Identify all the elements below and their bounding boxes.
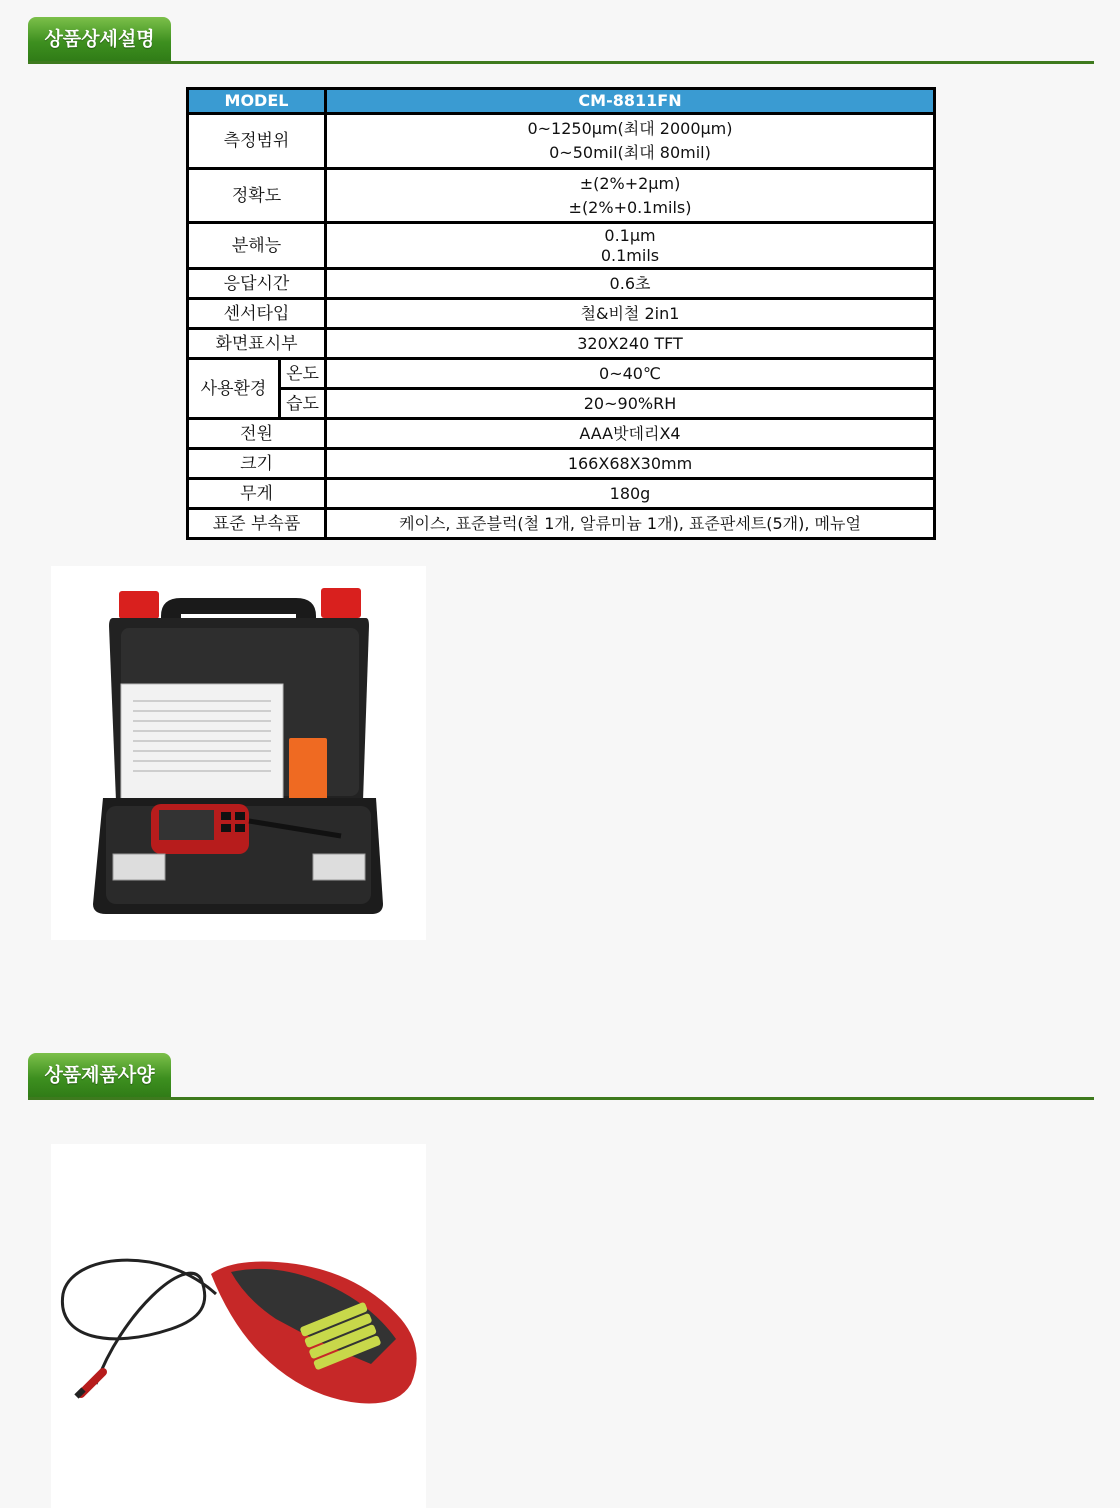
spec-value: 180g [326,479,935,509]
spec-label: 센서타입 [188,299,326,329]
spec-row [188,389,935,419]
spec-value [326,169,935,223]
spec-label: 분해능 [188,223,326,269]
spec-label: 화면표시부 [188,329,326,359]
spec-row [188,269,935,299]
spec-value-line: ±(2%+2μm) [579,173,681,193]
spec-label: 크기 [188,449,326,479]
spec-value [326,223,935,269]
gauge-probe-illustration [51,1144,426,1508]
spec-value: 케이스, 표준블럭(철 1개, 알류미늄 1개), 표준판세트(5개), 메뉴얼 [326,509,935,539]
spec-value: 320X240 TFT [326,329,935,359]
spec-row [188,299,935,329]
section-header-spec [28,1053,1094,1101]
spec-row [188,479,935,509]
spec-value-line: 0.1μm [604,225,656,245]
spec-value: AAA밧데리X4 [326,419,935,449]
spec-sublabel: 온도 [280,359,326,389]
model-label: MODEL [188,89,326,114]
spec-label: 측정범위 [188,114,326,169]
spec-row [188,419,935,449]
spec-value-line: 0~1250μm(최대 2000μm) [527,119,733,138]
spec-value-line: 0~50mil(최대 80mil) [549,143,711,162]
spec-table [186,87,936,540]
spec-row [188,114,935,169]
spec-header-row [188,89,935,114]
spec-row [188,223,935,269]
product-case-illustration [51,566,426,940]
section-divider [28,61,1094,64]
section-tab-spec: 상품제품사양 [28,1053,171,1099]
spec-value: 20~90%RH [326,389,935,419]
spec-label: 표준 부속품 [188,509,326,539]
spec-row [188,329,935,359]
spec-value-line: ±(2%+0.1mils) [568,197,692,217]
spec-row [188,449,935,479]
section-tab-detail: 상품상세설명 [28,17,171,63]
spec-value-line: 0.1mils [600,245,660,265]
spec-label: 사용환경 [188,359,280,419]
model-value: CM-8811FN [326,89,935,114]
product-case-image [51,566,426,940]
product-gauge-image [51,1144,426,1508]
spec-value: 철&비철 2in1 [326,299,935,329]
spec-value: 166X68X30mm [326,449,935,479]
spec-row [188,359,935,389]
spec-label: 전원 [188,419,326,449]
spec-row [188,509,935,539]
spec-label: 정확도 [188,169,326,223]
section-header-detail [28,17,1094,65]
spec-label: 무게 [188,479,326,509]
spec-row [188,169,935,223]
section-divider [28,1097,1094,1100]
spec-sublabel: 습도 [280,389,326,419]
spec-value: 0.6초 [326,269,935,299]
spec-label: 응답시간 [188,269,326,299]
spec-value [326,114,935,169]
spec-value: 0~40℃ [326,359,935,389]
